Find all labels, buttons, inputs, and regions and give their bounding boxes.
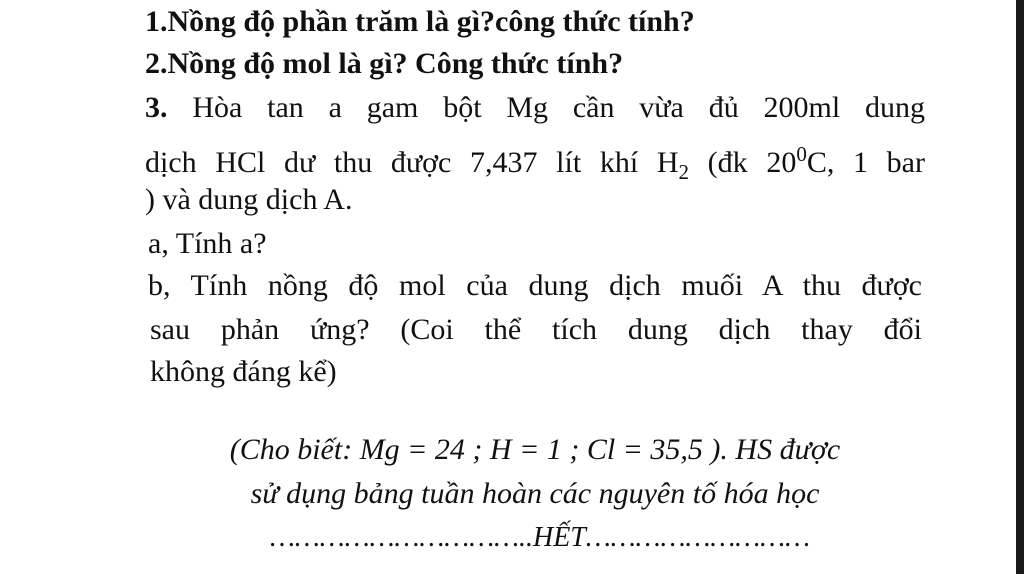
question-3-text-1: Hòa tan a gam bột Mg cần vừa đủ 200ml dung <box>192 91 926 124</box>
end-marker <box>240 520 840 556</box>
question-3-line-3: ) và dung dịch A. <box>145 183 353 216</box>
question-3-part-b-line-3: không đáng kể) <box>150 355 337 388</box>
question-3-text-2b: (đk 20 <box>689 146 797 179</box>
right-edge-bar <box>1016 0 1024 574</box>
question-3-text-2c: C, 1 bar <box>806 146 925 179</box>
question-3-part-b-line-2: sau phản ứng? (Coi thể tích dung dịch thay đổi <box>150 313 922 346</box>
question-1: 1.Nồng độ phần trăm là gì?công thức tính? <box>145 5 695 38</box>
end-dots-right: ……………………… <box>585 522 810 553</box>
h2-subscript: 2 <box>678 160 690 184</box>
end-dots-left: ………………………….. <box>270 522 533 553</box>
question-3-number: 3. <box>145 91 168 124</box>
given-data-line-1: (Cho biết: Mg = 24 ; H = 1 ; Cl = 35,5 ). HS được <box>229 433 841 466</box>
question-3-line-1 <box>145 90 925 126</box>
degree-superscript: 0 <box>796 142 807 166</box>
question-2: 2.Nồng độ mol là gì? Công thức tính? <box>145 47 624 80</box>
question-3-part-a: a, Tính a? <box>148 227 267 260</box>
given-data-line-2: sử dụng bảng tuần hoàn các nguyên tố hóa học <box>250 477 820 510</box>
end-label: HẾT <box>532 522 586 553</box>
question-3-text-2a: dịch HCl dư thu được 7,437 lít khí H <box>145 146 679 179</box>
question-3-part-b-line-1: b, Tính nồng độ mol của dung dịch muối A thu được <box>148 269 922 302</box>
